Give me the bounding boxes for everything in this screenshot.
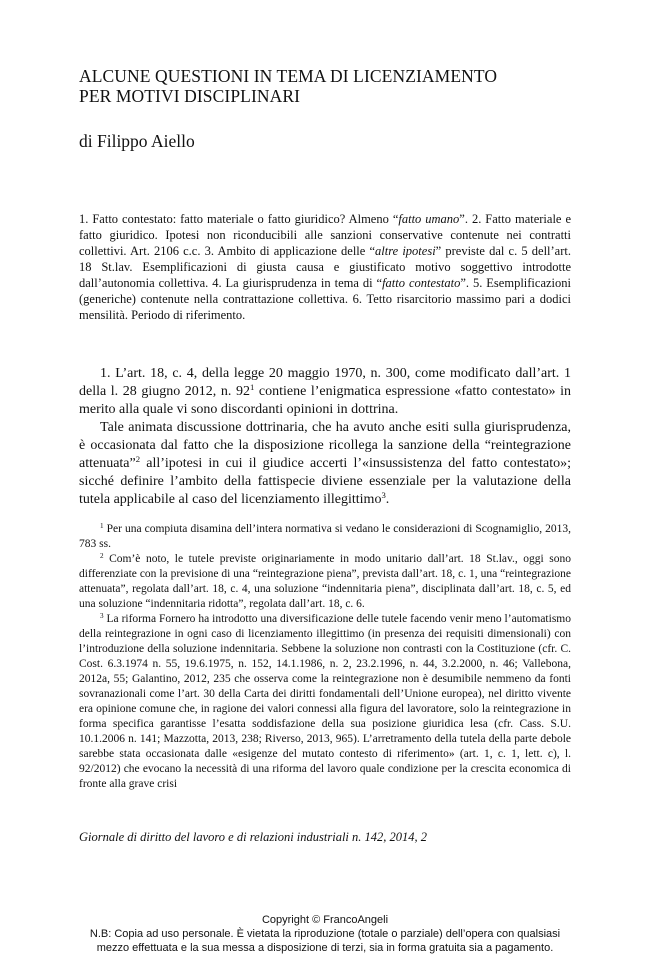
summary-emphasis: fatto umano bbox=[398, 212, 460, 226]
summary-emphasis: altre ipotesi bbox=[375, 244, 436, 258]
body-text-run: 1. L’art. 18, c. 4, della legge 20 maggio 1970, n. 300, come modificato dall’art. 1 della l. 28 giugno 2012, n. 92 bbox=[79, 366, 571, 399]
summary-text: 1. Fatto contestato: fatto materiale o fatto giuridico? Almeno “ bbox=[79, 212, 399, 226]
article-summary bbox=[79, 211, 571, 323]
footnote-ref-3[interactable]: 3 bbox=[381, 490, 386, 501]
body-text-run: Tale animata discussione dottrinaria, che ha avuto anche esiti sulla giurisprudenza, è occasionata dal fatto che la disposizione ricollega la sanzione della “reintegrazione attenuata” bbox=[79, 420, 571, 471]
title-line-2: PER MOTIVI DISCIPLINARI bbox=[79, 86, 301, 106]
footnote-text: Com’è noto, le tutele previste originariamente in modo unitario dall’art. 18 St.lav., oggi sono differenziate con la previsione di una “reintegrazione piena”, prevista dall’art. 18, c. 1, una “reintegrazione attenuata”, regolata dall’art. 18, c. 4, una soluzione “indennitaria piena”, disciplinata dall’art. 18, c. 5, ed una soluzione “indennitaria ridotta”, regolata dall’art. 18, c. 6. bbox=[79, 553, 571, 610]
footnotes bbox=[79, 522, 571, 792]
copyright-line-2: N.B: Copia ad uso personale. È vietata la riproduzione (totale o parziale) dell’opera con qualsiasi bbox=[89, 928, 561, 940]
footnote-2 bbox=[79, 552, 571, 612]
author-line: di Filippo Aiello bbox=[79, 131, 195, 151]
body-paragraph-1 bbox=[79, 365, 571, 419]
body-text-run: all’ipotesi in cui il giudice accerti l’«insussistenza del fatto contestato»; sicché definire l’ambito della fattispecie diviene essenziale per la valutazione della tutela applicabile al caso del licenziamento illegittimo bbox=[79, 456, 571, 507]
summary-text: ”. 2. Fatto materiale e fatto giuridico. Ipotesi non riconducibili alle sanzioni conservative contenute nei contratti collettivi. Art. 2106 c.c. 3. Ambito di applicazione delle “ bbox=[79, 212, 571, 258]
footnote-number: 3 bbox=[100, 612, 104, 621]
summary-text: ”. 5. Esemplificazioni (generiche) contenute nella contrattazione collettiva. 6. Tetto risarcitorio massimo pari a dodici mensilità. Periodo di riferimento. bbox=[79, 276, 571, 322]
body-text-run: . bbox=[385, 492, 390, 507]
summary-emphasis: fatto contestato bbox=[382, 276, 461, 290]
footnote-ref-1[interactable]: 1 bbox=[249, 382, 255, 393]
journal-citation: Giornale di diritto del lavoro e di relazioni industriali n. 142, 2014, 2 bbox=[79, 830, 428, 844]
footnote-1 bbox=[79, 522, 571, 552]
footnote-text: La riforma Fornero ha introdotto una diversificazione delle tutele facendo venir meno l’automatismo della reintegrazione in ogni caso di licenziamento illegittimo (in presenza dei requisiti dimensionali) con l’introduzione della soluzione indennitaria. Sebbene la soluzione non contrasti con la Costituzione (cfr. C. Cost. 6.3.1974 n. 55, 19.6.1975, n. 152, 14.1.1986, n. 2, 23.2.1996, n. 44, 3.2.2000, n. 46; Vallebona, 2012a, 55; Galantino, 2012, 235 che osserva come la reintegrazione non è desumibile nemmeno da fonti sovranazionali come l’art. 30 della Carta dei diritti fondamentali dell’Unione europea), nel diritto vivente era opinione comune che, in ragione dei valori connessi alla figura del lavoratore, solo la reintegrazione in forma specifica garantisse l’esatta soddisfazione della sua posizione giuridica lesa (cfr. Cass. S.U. 10.1.2006 n. 141; Mazzotta, 2013, 238; Riverso, 2013, 965). L’arretramento della tutela della parte debole sarebbe stata occasionata dalle «esigenze del mutato contesto di riferimento» (art. 1, c. 1, lett. c), l. 92/2012) che evocano la necessità di una riforma del lavoro quale condizione per la crescita economica di fronte alla grave crisi bbox=[79, 613, 571, 790]
footnote-ref-2[interactable]: 2 bbox=[135, 454, 141, 465]
title-line-1: ALCUNE QUESTIONI IN TEMA DI LICENZIAMENTO bbox=[79, 66, 498, 86]
footnote-3 bbox=[79, 612, 571, 792]
summary-text: ” previste dal c. 5 dell’art. 18 St.lav. Esemplificazioni di giusta causa e giustificato motivo soggettivo introdotte dall’autonomia collettiva. 4. La giurisprudenza in tema di “ bbox=[79, 244, 571, 290]
footnote-number: 2 bbox=[100, 552, 104, 561]
body-text-run: contiene l’enigmatica espressione «fatto contestato» in merito alla quale vi sono discordanti opinioni in dottrina. bbox=[79, 384, 571, 417]
copyright-line-3: mezzo effettuata e la sua messa a disposizione di terzi, sia in forma gratuita sia a pagamento. bbox=[96, 942, 554, 954]
body-text bbox=[79, 365, 571, 509]
footnote-text: Per una compiuta disamina dell’intera normativa si vedano le considerazioni di Scognamiglio, 2013, 783 ss. bbox=[79, 523, 571, 550]
copyright-notice bbox=[0, 913, 650, 955]
article-title bbox=[79, 66, 599, 106]
body-paragraph-2 bbox=[79, 419, 571, 509]
footnote-number: 1 bbox=[100, 522, 104, 531]
copyright-line-1: Copyright © FrancoAngeli bbox=[261, 914, 389, 926]
